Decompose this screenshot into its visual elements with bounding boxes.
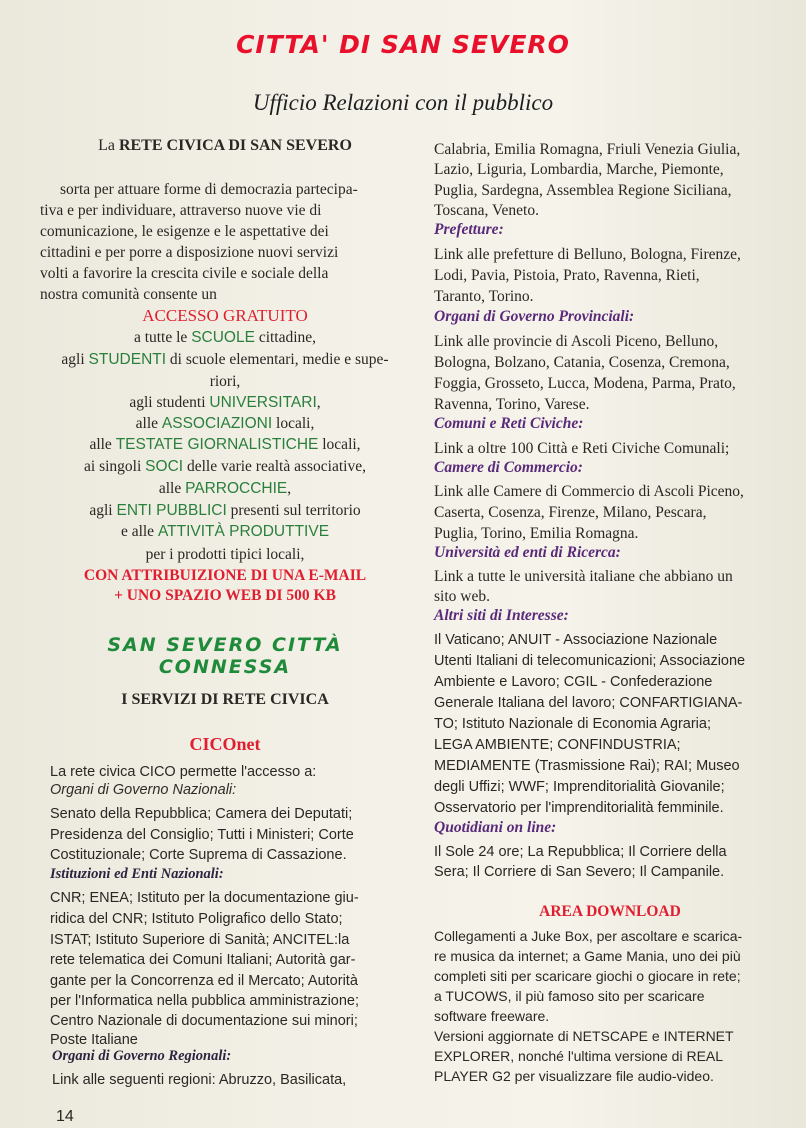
text-line: Generale Italiana del lavoro; CONFARTIGIANA-	[434, 695, 743, 711]
section-label: Università ed enti di Ricerca:	[434, 544, 621, 561]
target-keyword: UNIVERSITARI	[209, 394, 317, 411]
paragraph-line: volti a favorire la crescita civile e sociale della	[40, 265, 329, 282]
text-line: Senato della Repubblica; Camera dei Deputati;	[50, 806, 353, 822]
target-keyword: ATTIVITÀ PRODUTTIVE	[157, 523, 330, 540]
text-line: Ravenna, Torino, Varese.	[434, 396, 590, 413]
target-text: a tutte le	[133, 329, 188, 346]
target-text: alle	[158, 480, 182, 497]
section-label: Altri siti di Interesse:	[434, 607, 569, 624]
paragraph-line: sorta per attuare forme di democrazia partecipa-	[60, 181, 358, 198]
text-line: MEDIAMENTE (Trasmissione Rai); RAI; Museo	[434, 758, 740, 774]
text-line: Puglia, Sardegna, Assemblea Regione Siciliana,	[434, 182, 732, 199]
target-keyword: STUDENTI	[88, 351, 167, 368]
cico-intro: La rete civica CICO permette l'accesso a:	[50, 764, 317, 780]
target-public-bodies	[40, 501, 410, 521]
section-label: Organi di Governo Provinciali:	[434, 308, 635, 325]
page-title: CITTA' DI SAN SEVERO	[236, 30, 570, 59]
target-products: per i prodotti tipici locali,	[145, 546, 305, 563]
target-keyword: ASSOCIAZIONI	[161, 415, 273, 432]
paragraph-line: tiva e per individuare, attraverso nuove vie di	[40, 202, 322, 219]
page-number: 14	[56, 1108, 74, 1125]
paragraph-line: cittadini e per porre a disposizione nuovi servizi	[40, 244, 339, 261]
attribution-line: + UNO SPAZIO WEB DI 500 KB	[114, 587, 336, 604]
text-line: Foggia, Grosseto, Lucca, Modena, Parma, Prato,	[434, 375, 736, 392]
target-text: e alle	[120, 523, 155, 540]
target-text: agli	[61, 351, 85, 368]
text-line: gante per la Concorrenza ed il Mercato; Autorità	[50, 973, 358, 989]
target-text: ai singoli	[84, 458, 142, 475]
target-text: alle	[89, 436, 112, 453]
text-line: Poste Italiane	[50, 1032, 138, 1048]
section-label: Camere di Commercio:	[434, 459, 583, 476]
attribution-line: CON ATTRIBUIZIONE DI UNA E-MAIL	[83, 567, 367, 584]
text-line: PLAYER G2 per visualizzare file audio-video.	[434, 1068, 714, 1084]
intro-network-name: RETE CIVICA DI SAN SEVERO	[118, 137, 352, 154]
target-students-cont: riori,	[209, 373, 241, 390]
target-text: delle varie realtà associative,	[186, 458, 366, 475]
text-line: Calabria, Emilia Romagna, Friuli Venezia Giulia,	[434, 141, 741, 158]
section-label: Organi di Governo Nazionali:	[50, 782, 237, 798]
text-line: ISTAT; Istituto Superiore di Sanità; ANCITEL:la	[50, 932, 350, 948]
text-line: Toscana, Veneto.	[434, 202, 539, 219]
text-line: TO; Istituto Nazionale di Economia Agraria;	[434, 716, 711, 732]
text-line: Centro Nazionale di documentazione sui minori;	[50, 1013, 358, 1029]
text-line: Link alle provincie di Ascoli Piceno, Belluno,	[434, 333, 719, 350]
text-line: software freeware.	[434, 1008, 550, 1024]
target-keyword: PARROCCHIE	[185, 480, 288, 497]
text-line: Utenti Italiani di telecomunicazioni; Associazione	[434, 653, 746, 669]
free-access-heading: ACCESSO GRATUITO	[142, 306, 308, 325]
target-keyword: TESTATE GIORNALISTICHE	[115, 436, 319, 453]
services-heading: I SERVIZI DI RETE CIVICA	[121, 691, 329, 708]
target-text: agli	[89, 502, 113, 519]
target-text: cittadine,	[258, 329, 317, 346]
section-label: Prefetture:	[434, 221, 504, 238]
text-line: Bologna, Bolzano, Catania, Cosenza, Cremona,	[434, 354, 730, 371]
section-label-text: Istituzioni ed Enti Nazionali:	[50, 866, 224, 882]
section-label	[50, 864, 420, 884]
text-line: Il Sole 24 ore; La Repubblica; Il Corriere della	[434, 844, 727, 860]
target-keyword: SOCI	[145, 458, 184, 475]
text-line: Link alle seguenti regioni: Abruzzo, Basilicata,	[52, 1072, 347, 1088]
target-text: di scuole elementari, medie e supe-	[169, 351, 389, 368]
target-students	[40, 350, 410, 370]
target-text: locali,	[276, 415, 315, 432]
target-parishes	[40, 479, 410, 499]
text-line: EXPLORER, nonché l'ultima versione di REAL	[434, 1048, 724, 1064]
download-heading: AREA DOWNLOAD	[539, 903, 681, 920]
text-line: degli Uffizi; WWF; Imprenditorialità Giovanile;	[434, 779, 725, 795]
text-line: Il Vaticano; ANUIT - Associazione Nazionale	[434, 632, 718, 648]
target-text: presenti sul territorio	[230, 502, 361, 519]
text-line: sito web.	[434, 588, 490, 605]
target-keyword: ENTI PUBBLICI	[116, 502, 227, 519]
target-keyword: SCUOLE	[191, 329, 255, 346]
city-connected-heading: SAN SEVERO CITTÀ CONNESSA	[107, 634, 343, 678]
section-label-text: Organi di Governo Regionali:	[52, 1048, 232, 1064]
text-line: ridica del CNR; Istituto Poligrafico dello Stato;	[50, 911, 343, 927]
target-university	[40, 393, 410, 413]
text-line: Puglia, Torino, Emilia Romagna.	[434, 525, 639, 542]
target-schools	[40, 328, 410, 348]
text-line: Lodi, Pavia, Pistoia, Prato, Ravenna, Rieti,	[434, 267, 700, 284]
text-line: Taranto, Torino.	[434, 288, 534, 305]
text-line: Versioni aggiornate di NETSCAPE e INTERNET	[434, 1028, 734, 1044]
text-line: LEGA AMBIENTE; CONFINDUSTRIA;	[434, 737, 681, 753]
text-line: Osservatorio per l'imprenditorialità femminile.	[434, 800, 724, 816]
text-line: Link alle Camere di Commercio di Ascoli Piceno,	[434, 483, 744, 500]
target-press	[40, 435, 410, 455]
paragraph-line: nostra comunità consente un	[40, 286, 217, 303]
text-line: Lazio, Liguria, Lombardia, Marche, Piemonte,	[434, 161, 724, 178]
text-line: Presidenza del Consiglio; Tutti i Ministeri; Corte	[50, 827, 354, 843]
text-line: Link alle prefetture di Belluno, Bologna, Firenze,	[434, 246, 741, 263]
target-text: locali,	[322, 436, 361, 453]
paragraph-line: comunicazione, le esigenze e le aspettative dei	[40, 223, 329, 240]
target-text: ,	[316, 394, 321, 411]
target-text: alle	[135, 415, 159, 432]
text-line: Ambiente e Lavoro; CGIL - Confederazione	[434, 674, 713, 690]
text-line: Collegamenti a Juke Box, per ascoltare e scarica-	[434, 928, 743, 944]
intro-heading	[40, 136, 410, 156]
text-line: Costituzionale; Corte Suprema di Cassazione.	[50, 847, 347, 863]
section-label: Quotidiani on line:	[434, 819, 557, 836]
text-line: Link a oltre 100 Città e Reti Civiche Comunali;	[434, 440, 730, 457]
intro-prefix: La	[98, 137, 115, 154]
text-line: re musica da internet; a Game Mania, uno dei più	[434, 948, 741, 964]
section-label	[52, 1046, 422, 1066]
text-line: Caserta, Cosenza, Firenze, Milano, Pescara,	[434, 504, 707, 521]
page-subtitle: Ufficio Relazioni con il pubblico	[252, 90, 554, 115]
target-text: ,	[287, 480, 292, 497]
target-text: agli studenti	[129, 394, 206, 411]
text-line: per l'Informatica nella pubblica amministrazione;	[50, 993, 360, 1009]
text-line: a TUCOWS, il più famoso sito per scaricare	[434, 988, 705, 1004]
text-line: rete telematica dei Comuni Italiani; Autorità gar-	[50, 952, 356, 968]
section-label: Comuni e Reti Civiche:	[434, 415, 584, 432]
text-line: CNR; ENEA; Istituto per la documentazione giu-	[50, 890, 359, 906]
text-line: Sera; Il Corriere di San Severo; Il Campanile.	[434, 864, 725, 880]
target-members	[40, 457, 410, 477]
target-associations	[40, 414, 410, 434]
text-line: completi siti per scaricare giochi o giocare in rete;	[434, 968, 741, 984]
target-businesses	[40, 522, 410, 542]
ciconet-heading: CICOnet	[189, 734, 261, 754]
text-line: Link a tutte le università italiane che abbiano un	[434, 568, 733, 585]
